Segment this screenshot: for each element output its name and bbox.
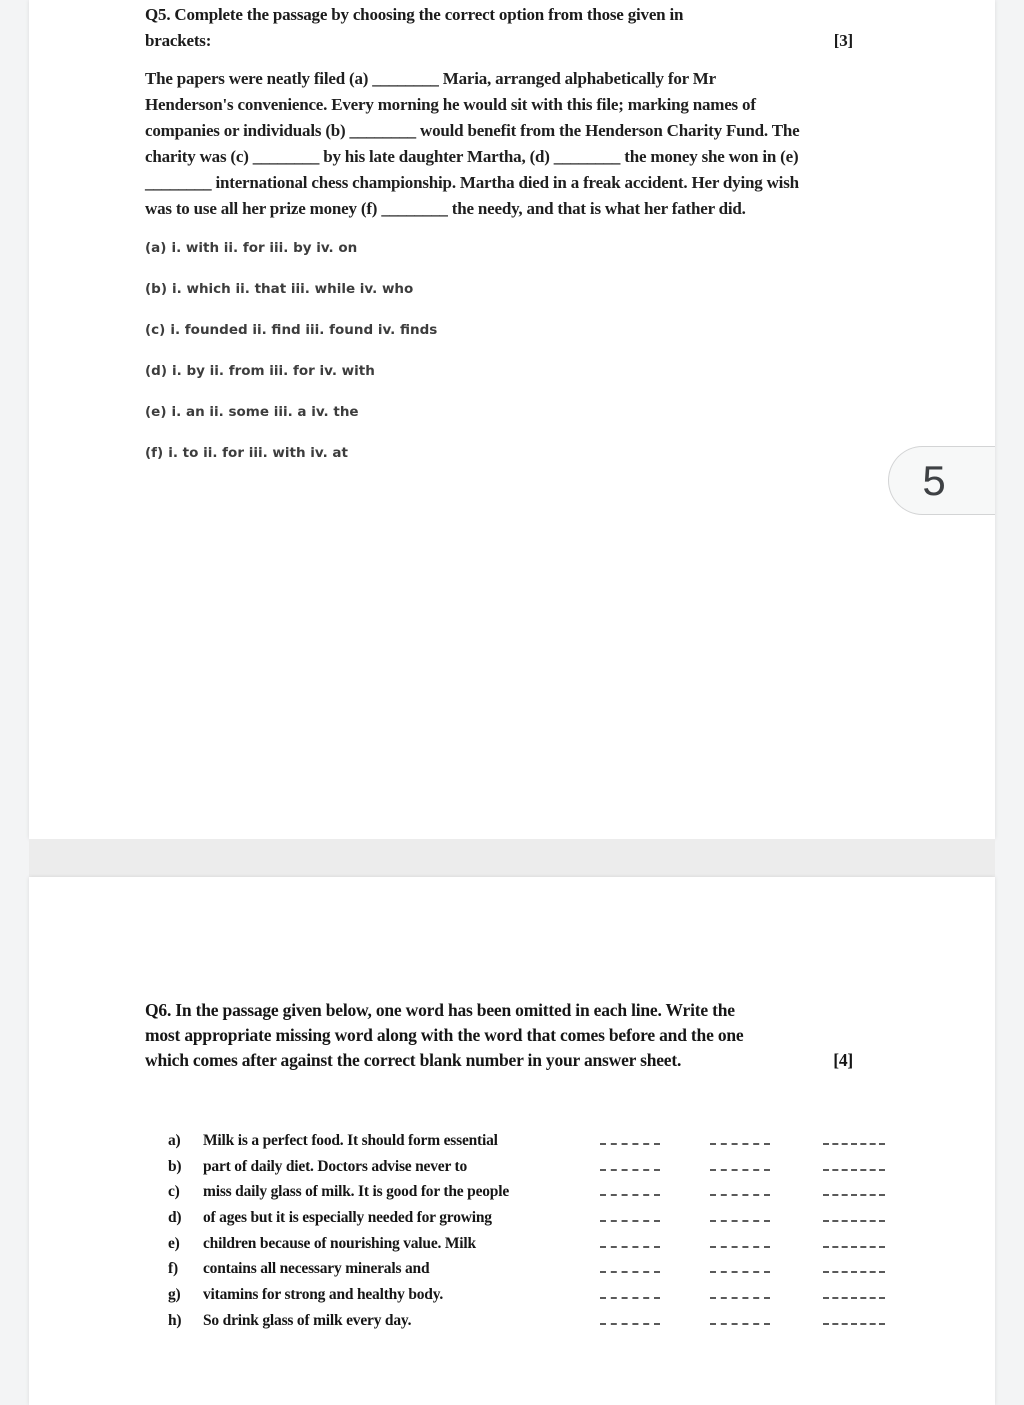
answer-blank xyxy=(600,1297,660,1299)
page-number: 5 xyxy=(922,456,946,504)
q5-option-a xyxy=(145,240,357,257)
document-page-1 xyxy=(29,0,995,839)
row-text: children because of nourishing value. Milk xyxy=(203,1235,476,1252)
answer-blank xyxy=(823,1323,885,1325)
q6-row-e xyxy=(168,1235,908,1253)
answer-blank xyxy=(823,1220,885,1222)
page-number-tab xyxy=(888,446,995,515)
answer-blank xyxy=(600,1271,660,1273)
q6-row-h xyxy=(168,1312,908,1330)
q5-options-list xyxy=(145,240,745,465)
answer-blank xyxy=(600,1323,660,1325)
row-letter: e) xyxy=(168,1235,180,1252)
row-text: part of daily diet. Doctors advise never to xyxy=(203,1158,468,1175)
option-label: (f) xyxy=(145,445,164,461)
passage-line: companies or individuals (b) ________ would benefit from the Henderson Charity Fund. The xyxy=(145,121,800,140)
passage-line: ________ international chess championship. Martha died in a freak accident. Her dying wish xyxy=(145,173,799,192)
answer-blank xyxy=(823,1194,885,1196)
q5-heading xyxy=(145,2,853,54)
answer-blank xyxy=(600,1220,660,1222)
option-label: (a) xyxy=(145,240,167,256)
row-text: So drink glass of milk every day. xyxy=(203,1312,412,1329)
q6-heading-line3: which comes after against the correct blank number in your answer sheet. xyxy=(145,1050,682,1070)
row-letter: f) xyxy=(168,1260,178,1277)
q6-row-a xyxy=(168,1132,908,1150)
q5-option-e xyxy=(145,404,359,421)
answer-blank xyxy=(600,1169,660,1171)
q5-passage xyxy=(145,66,799,222)
q6-row-c xyxy=(168,1183,908,1201)
q6-row-g xyxy=(168,1286,908,1304)
answer-blank xyxy=(710,1169,770,1171)
q5-option-c xyxy=(145,322,437,339)
answer-blank xyxy=(710,1271,770,1273)
q6-heading xyxy=(145,998,853,1073)
answer-blank xyxy=(823,1271,885,1273)
option-text: i. by ii. from iii. for iv. with xyxy=(172,363,375,379)
q5-option-d xyxy=(145,363,375,380)
row-text: miss daily glass of milk. It is good for the people xyxy=(203,1183,509,1200)
answer-blank xyxy=(600,1143,660,1145)
q5-heading-line1: Q5. Complete the passage by choosing the correct option from those given in xyxy=(145,5,684,24)
option-text: i. with ii. for iii. by iv. on xyxy=(171,240,358,256)
passage-line: charity was (c) ________ by his late daughter Martha, (d) ________ the money she won in (e) xyxy=(145,147,799,166)
q5-option-f xyxy=(145,445,348,462)
row-text: of ages but it is especially needed for growing xyxy=(203,1209,492,1226)
answer-blank xyxy=(600,1246,660,1248)
passage-line: Henderson's convenience. Every morning he would sit with this file; marking names of xyxy=(145,95,756,114)
q6-row-b xyxy=(168,1158,908,1176)
answer-blank xyxy=(823,1297,885,1299)
answer-blank xyxy=(823,1143,885,1145)
passage-line: The papers were neatly filed (a) ________ Maria, arranged alphabetically for Mr xyxy=(145,69,716,88)
answer-blank xyxy=(710,1323,770,1325)
q6-heading-line2: most appropriate missing word along with the word that comes before and the one xyxy=(145,1025,744,1045)
q6-row-f xyxy=(168,1260,908,1278)
q5-heading-line2: brackets: xyxy=(145,31,212,50)
page-gap-band xyxy=(29,839,995,877)
answer-blank xyxy=(600,1194,660,1196)
option-label: (d) xyxy=(145,363,168,379)
answer-blank xyxy=(823,1169,885,1171)
row-text: Milk is a perfect food. It should form essential xyxy=(203,1132,498,1149)
option-label: (b) xyxy=(145,281,168,297)
option-text: i. founded ii. find iii. found iv. finds xyxy=(170,322,438,338)
row-letter: d) xyxy=(168,1209,182,1226)
q6-omitted-word-list xyxy=(168,1132,908,1337)
answer-blank xyxy=(823,1246,885,1248)
q6-row-d xyxy=(168,1209,908,1227)
answer-blank xyxy=(710,1143,770,1145)
option-text: i. to ii. for iii. with iv. at xyxy=(168,445,348,461)
option-label: (c) xyxy=(145,322,166,338)
row-text: contains all necessary minerals and xyxy=(203,1260,430,1277)
document-page-2 xyxy=(29,877,995,1405)
q5-marks-badge: [3] xyxy=(833,31,853,50)
q6-marks-badge: [4] xyxy=(833,1050,853,1070)
option-text: i. which ii. that iii. while iv. who xyxy=(172,281,414,297)
row-letter: a) xyxy=(168,1132,181,1149)
q6-heading-line1: Q6. In the passage given below, one word has been omitted in each line. Write the xyxy=(145,1000,735,1020)
row-text: vitamins for strong and healthy body. xyxy=(203,1286,444,1303)
row-letter: g) xyxy=(168,1286,181,1303)
answer-blank xyxy=(710,1246,770,1248)
answer-blank xyxy=(710,1297,770,1299)
row-letter: h) xyxy=(168,1312,182,1329)
answer-blank xyxy=(710,1194,770,1196)
row-letter: c) xyxy=(168,1183,180,1200)
passage-line: was to use all her prize money (f) ________ the needy, and that is what her father did. xyxy=(145,199,746,218)
answer-blank xyxy=(710,1220,770,1222)
q5-option-b xyxy=(145,281,413,298)
option-text: i. an ii. some iii. a iv. the xyxy=(171,404,359,420)
row-letter: b) xyxy=(168,1158,182,1175)
option-label: (e) xyxy=(145,404,167,420)
